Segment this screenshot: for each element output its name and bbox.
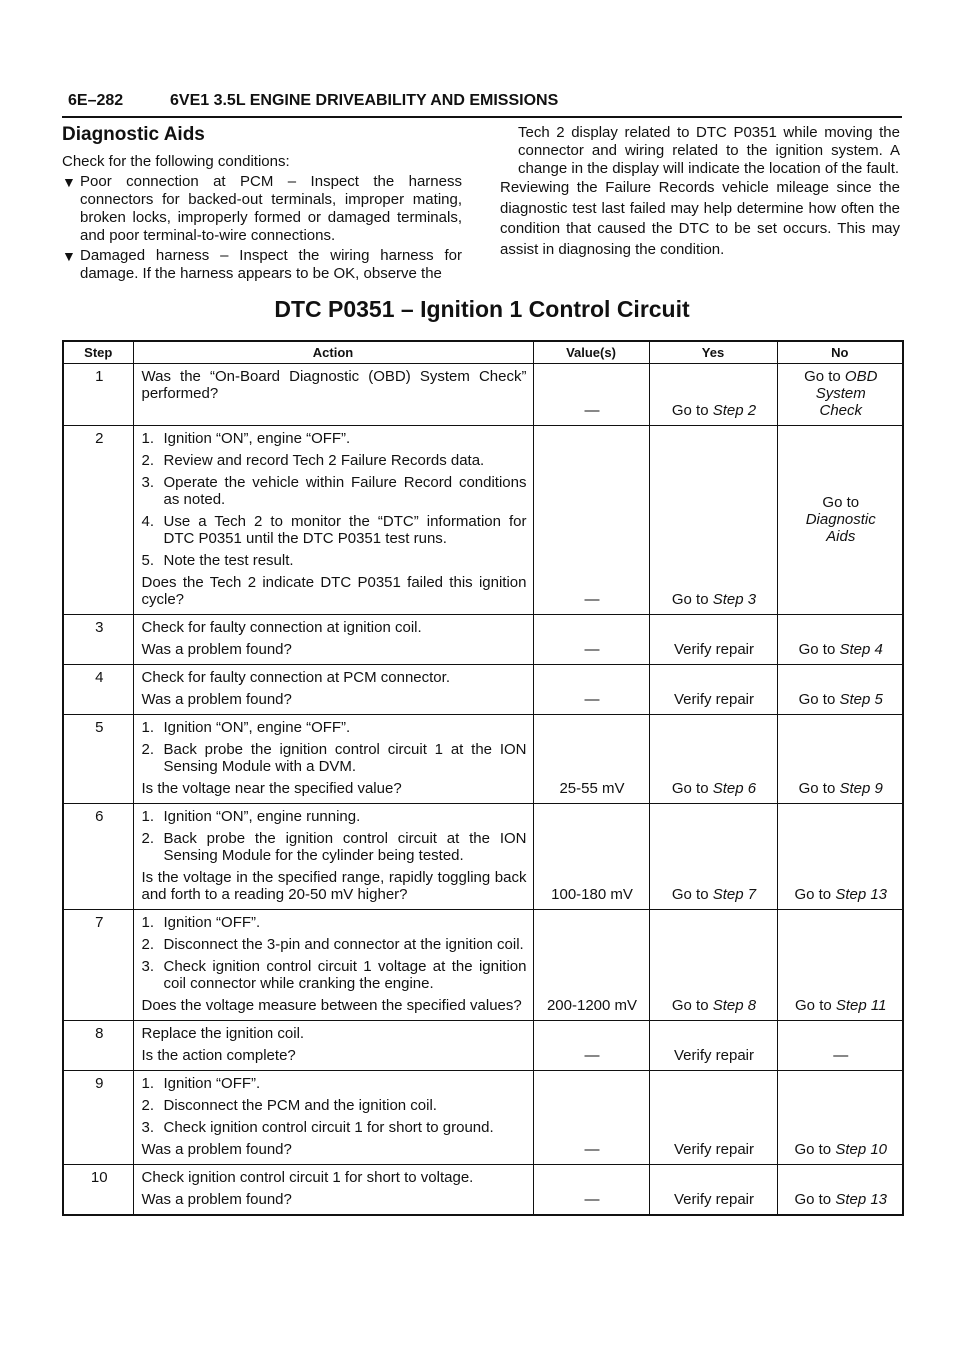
action-step-text: Check for faulty connection at ignition coil. xyxy=(141,619,422,636)
action-step-text: Replace the ignition coil. xyxy=(141,1025,305,1042)
yes-cell xyxy=(649,364,777,426)
table-row xyxy=(63,804,903,910)
no-ref-part: OBD xyxy=(844,368,878,385)
action-step-number: 3. xyxy=(141,474,155,491)
action-step xyxy=(142,936,527,953)
action-step-number: 1. xyxy=(141,914,155,931)
action-question: Is the action complete? xyxy=(141,1047,296,1064)
yes-text: Go to xyxy=(671,402,713,419)
yes-text: Go to xyxy=(671,591,713,608)
step-number: 6 xyxy=(63,804,133,910)
no-ref-part: Check xyxy=(819,402,863,419)
step-number: 5 xyxy=(63,715,133,804)
action-cell xyxy=(133,615,533,665)
table-row xyxy=(63,615,903,665)
no-text: Go to xyxy=(798,780,840,797)
step-number: 7 xyxy=(63,910,133,1021)
step-number: 2 xyxy=(63,426,133,615)
action-step xyxy=(142,1119,527,1136)
action-step xyxy=(142,1075,527,1092)
action-step-text: Ignition “ON”, engine running. xyxy=(163,808,361,825)
action-step-number: 1. xyxy=(141,1075,155,1092)
action-step-text: Check for faulty connection at PCM connector. xyxy=(141,669,450,686)
action-step-text: Disconnect the 3-pin and connector at the ignition coil. xyxy=(163,936,524,953)
bullet-damaged-harness xyxy=(62,247,462,283)
no-step-ref: Step 11 xyxy=(835,997,887,1014)
diagnostic-aids-left-column xyxy=(62,124,462,283)
action-step-text: Check ignition control circuit 1 for short to ground. xyxy=(163,1119,494,1136)
action-cell xyxy=(133,715,533,804)
action-cell xyxy=(133,1165,533,1216)
yes-text: Verify repair xyxy=(673,1141,755,1158)
no-text xyxy=(786,368,897,385)
action-cell xyxy=(133,910,533,1021)
action-step-text: Back probe the ignition control circuit at the ION Sensing Module for the cylinder being tested. xyxy=(163,830,527,864)
action-question: Does the voltage measure between the specified values? xyxy=(141,997,522,1014)
value-cell: — xyxy=(533,364,649,426)
action-step-text: Review and record Tech 2 Failure Records data. xyxy=(163,452,485,469)
no-ref-part: System xyxy=(815,385,866,402)
yes-text: Verify repair xyxy=(673,691,755,708)
no-ref-part: Aids xyxy=(826,527,856,545)
no-cell xyxy=(777,615,903,665)
action-step-text: Ignition “OFF”. xyxy=(163,914,261,931)
step-number: 1 xyxy=(63,364,133,426)
action-question: Was a problem found? xyxy=(141,1191,292,1208)
triangle-bullet-icon: ▼ xyxy=(62,248,76,264)
no-ref-part: Diagnostic xyxy=(805,510,876,528)
no-step-ref: Step 13 xyxy=(835,886,888,903)
yes-step-ref: Step 6 xyxy=(712,780,757,797)
no-text: Go to xyxy=(795,997,836,1014)
action-step xyxy=(142,669,527,686)
no-cell xyxy=(777,364,903,426)
action-step-number: 3. xyxy=(141,1119,155,1136)
value-cell: — xyxy=(533,665,649,715)
no-text-prefix: Go to xyxy=(804,368,845,385)
no-text: Go to xyxy=(822,493,860,511)
action-step-number: 3. xyxy=(141,958,155,975)
action-step xyxy=(142,719,527,736)
no-step-ref: Step 10 xyxy=(835,1141,888,1158)
table-body xyxy=(63,364,903,1216)
table-row xyxy=(63,364,903,426)
action-step xyxy=(142,513,527,547)
action-question: Was a problem found? xyxy=(141,691,292,708)
action-step-number: 2. xyxy=(141,1097,155,1114)
no-cell xyxy=(777,426,903,615)
action-step-number: 1. xyxy=(141,719,155,736)
action-step xyxy=(142,474,527,508)
yes-text: Verify repair xyxy=(673,1191,755,1208)
no-step-ref: Step 13 xyxy=(835,1191,888,1208)
action-step xyxy=(142,914,527,931)
action-step xyxy=(142,619,527,636)
action-step-text: Ignition “ON”, engine “OFF”. xyxy=(163,430,351,447)
no-text: Go to xyxy=(794,886,836,903)
col-header-no: No xyxy=(777,341,903,364)
action-cell xyxy=(133,426,533,615)
action-step-text: Back probe the ignition control circuit 1 at the ION Sensing Module with a DVM. xyxy=(163,741,527,775)
action-step-number: 2. xyxy=(141,741,155,758)
action-cell xyxy=(133,1021,533,1071)
table-row xyxy=(63,1165,903,1216)
no-text: Go to xyxy=(798,691,840,708)
action-step-number: 2. xyxy=(141,452,155,469)
action-step-number: 2. xyxy=(141,830,155,847)
col-header-yes: Yes xyxy=(649,341,777,364)
action-step xyxy=(142,452,527,469)
action-step xyxy=(142,830,527,864)
yes-cell xyxy=(649,1165,777,1216)
action-question: Was a problem found? xyxy=(141,641,292,658)
value-cell: — xyxy=(533,1071,649,1165)
value-cell: 100-180 mV xyxy=(533,804,649,910)
triangle-bullet-icon: ▼ xyxy=(62,174,76,190)
table-row xyxy=(63,665,903,715)
diagnostic-aids-closing: Reviewing the Failure Records vehicle mileage since the diagnostic test last failed may help determine how often the condition that caused the DTC to be set occurs. This may assist in diagnosing the condition. xyxy=(500,179,900,258)
step-number: 3 xyxy=(63,615,133,665)
no-step-ref: Step 9 xyxy=(839,780,883,797)
diagnostic-aids-heading: Diagnostic Aids xyxy=(62,124,205,145)
page-header xyxy=(62,90,902,118)
col-header-step: Step xyxy=(63,341,133,364)
value-cell: — xyxy=(533,1021,649,1071)
table-row xyxy=(63,1021,903,1071)
yes-cell xyxy=(649,1071,777,1165)
action-cell xyxy=(133,804,533,910)
action-cell xyxy=(133,364,533,426)
step-number: 4 xyxy=(63,665,133,715)
action-step xyxy=(142,1025,527,1042)
no-cell xyxy=(777,910,903,1021)
no-cell xyxy=(777,1071,903,1165)
yes-step-ref: Step 2 xyxy=(712,402,757,419)
diagnostic-aids-intro: Check for the following conditions: xyxy=(62,153,290,170)
action-step-text: Ignition “ON”, engine “OFF”. xyxy=(163,719,351,736)
page-number: 6E–282 xyxy=(68,92,124,109)
action-question: Is the voltage in the specified range, rapidly toggling back and forth to a reading 20-50 mV higher? xyxy=(141,869,527,903)
step-number: 8 xyxy=(63,1021,133,1071)
action-step xyxy=(142,958,527,992)
action-step-number: 5. xyxy=(141,552,155,569)
yes-text: Go to xyxy=(671,780,713,797)
yes-step-ref: Step 7 xyxy=(712,886,757,903)
no-cell xyxy=(777,665,903,715)
no-step-ref: Step 5 xyxy=(839,691,883,708)
bullet-poor-connection xyxy=(62,173,462,245)
no-cell xyxy=(777,715,903,804)
action-step-number: 1. xyxy=(141,430,155,447)
action-step-number: 2. xyxy=(141,936,155,953)
action-step-number: 1. xyxy=(141,808,155,825)
action-step xyxy=(142,1169,527,1186)
action-step xyxy=(142,808,527,825)
dtc-table xyxy=(62,340,904,1216)
yes-cell xyxy=(649,1021,777,1071)
no-cell xyxy=(777,1165,903,1216)
action-cell xyxy=(133,665,533,715)
yes-text: Go to xyxy=(671,997,713,1014)
action-question: Was a problem found? xyxy=(141,1141,292,1158)
action-question: Was the “On-Board Diagnostic (OBD) System Check” performed? xyxy=(141,368,527,402)
bullet-continuation: Tech 2 display related to DTC P0351 while moving the connector and wiring related to the ignition system. A change in the display will indicate the location of the fault. xyxy=(518,124,900,177)
yes-cell xyxy=(649,715,777,804)
action-step-text: Check ignition control circuit 1 for short to voltage. xyxy=(141,1169,474,1186)
diagnostic-aids-right-column xyxy=(500,124,900,260)
col-header-values: Value(s) xyxy=(533,341,649,364)
no-text: — xyxy=(833,1047,849,1064)
yes-cell xyxy=(649,665,777,715)
action-step-text: Use a Tech 2 to monitor the “DTC” information for DTC P0351 until the DTC P0351 test runs. xyxy=(163,513,527,547)
action-step-text: Operate the vehicle within Failure Record conditions as noted. xyxy=(163,474,527,508)
action-step-text: Check ignition control circuit 1 voltage at the ignition coil connector while cranking the engine. xyxy=(163,958,527,992)
table-row xyxy=(63,426,903,615)
action-step-number: 4. xyxy=(141,513,155,530)
action-question: Does the Tech 2 indicate DTC P0351 failed this ignition cycle? xyxy=(141,574,527,608)
value-cell: 200-1200 mV xyxy=(533,910,649,1021)
no-text: Go to xyxy=(794,1191,836,1208)
yes-cell xyxy=(649,910,777,1021)
action-question: Is the voltage near the specified value? xyxy=(141,780,402,797)
yes-cell xyxy=(649,615,777,665)
action-step-text: Note the test result. xyxy=(163,552,294,569)
section-title: 6VE1 3.5L ENGINE DRIVEABILITY AND EMISSIONS xyxy=(170,92,559,109)
no-cell xyxy=(777,804,903,910)
step-number: 9 xyxy=(63,1071,133,1165)
action-step xyxy=(142,741,527,775)
yes-cell xyxy=(649,426,777,615)
col-header-action: Action xyxy=(133,341,533,364)
value-cell: — xyxy=(533,615,649,665)
action-cell xyxy=(133,1071,533,1165)
yes-text: Verify repair xyxy=(673,1047,755,1064)
action-step xyxy=(142,552,527,569)
table-header-row xyxy=(63,341,903,364)
action-step xyxy=(142,1097,527,1114)
bullet-text: Damaged harness – Inspect the wiring harness for damage. If the harness appears to be OK, observe the xyxy=(80,247,462,282)
no-text: Go to xyxy=(798,641,840,658)
yes-cell xyxy=(649,804,777,910)
action-step xyxy=(142,430,527,447)
action-step-text: Ignition “OFF”. xyxy=(163,1075,261,1092)
yes-text: Verify repair xyxy=(673,641,755,658)
yes-step-ref: Step 3 xyxy=(712,591,757,608)
yes-step-ref: Step 8 xyxy=(712,997,757,1014)
table-title: DTC P0351 – Ignition 1 Control Circuit xyxy=(274,296,690,322)
value-cell: — xyxy=(533,1165,649,1216)
bullet-text: Poor connection at PCM – Inspect the harness connectors for backed-out terminals, improper mating, broken locks, improperly formed or damaged terminals, and poor terminal-to-wire connections. xyxy=(80,173,462,244)
value-cell: — xyxy=(533,426,649,615)
table-row xyxy=(63,1071,903,1165)
step-number: 10 xyxy=(63,1165,133,1216)
action-step-text: Disconnect the PCM and the ignition coil. xyxy=(163,1097,437,1114)
no-step-ref: Step 4 xyxy=(839,641,883,658)
yes-text: Go to xyxy=(671,886,713,903)
no-text: Go to xyxy=(794,1141,836,1158)
no-cell xyxy=(777,1021,903,1071)
table-row xyxy=(63,715,903,804)
table-row xyxy=(63,910,903,1021)
value-cell: 25-55 mV xyxy=(533,715,649,804)
